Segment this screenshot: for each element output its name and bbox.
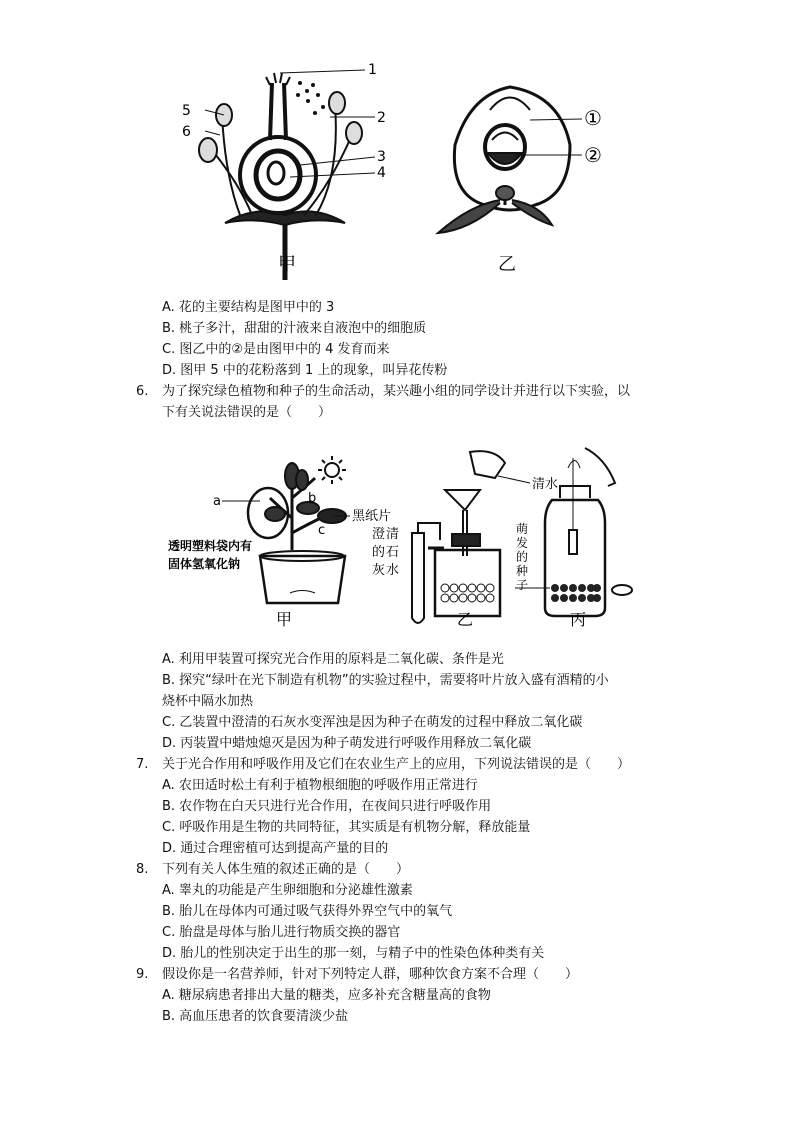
- q6-option-b-cont: 烧杯中隔水加热: [162, 694, 254, 709]
- q8-number: 8.: [136, 862, 149, 877]
- fig2-limewater-5: 灰: [372, 563, 386, 578]
- q9-number: 9.: [136, 967, 149, 982]
- q9-option-a: A. 糖尿病患者排出大量的糖类，应多补充含糖量高的食物: [162, 988, 491, 1003]
- q6-stem-line2: 下有关说法错误的是（ ）: [162, 405, 332, 420]
- q8-stem: 下列有关人体生殖的叙述正确的是（ ）: [162, 862, 410, 877]
- fig2-seeds-2: 发: [516, 536, 529, 550]
- fig1-label-1: 1: [368, 62, 377, 78]
- q6-option-c: C. 乙装置中澄清的石灰水变浑浊是因为种子在萌发的过程中释放二氧化碳: [162, 715, 583, 730]
- q5-option-b: B. 桃子多汁，甜甜的汁液来自液泡中的细胞质: [162, 321, 427, 336]
- fig2-seeds-4: 种: [516, 564, 529, 578]
- q7-option-c: C. 呼吸作用是生物的共同特征，其实质是有机物分解，释放能量: [162, 820, 531, 835]
- fig2-label-a: a: [213, 494, 221, 509]
- q5-option-d: D. 图甲 5 中的花粉落到 1 上的现象，叫异花传粉: [162, 363, 448, 378]
- fig2-seeds-5: 子: [516, 578, 529, 592]
- q8-option-b: B. 胎儿在母体内可通过吸气获得外界空气中的氧气: [162, 904, 453, 919]
- fig2-limewater-2: 清: [386, 527, 400, 542]
- q6-stem-line1: 为了探究绿色植物和种子的生命活动，某兴趣小组的同学设计并进行以下实验，以: [162, 384, 631, 399]
- fig1-label-6: 6: [182, 124, 191, 140]
- flower-and-fruit-figure: [170, 55, 640, 285]
- q8-option-c: C. 胎盘是母体与胎儿进行物质交换的器官: [162, 925, 401, 940]
- fig2-limewater-4: 石: [386, 545, 400, 560]
- q7-stem: 关于光合作用和呼吸作用及它们在农业生产上的应用，下列说法错误的是（ ）: [162, 757, 631, 772]
- q6-option-d: D. 丙装置中蜡烛熄灭是因为种子萌发进行呼吸作用释放二氧化碳: [162, 736, 532, 751]
- q6-option-b: B. 探究“绿叶在光下制造有机物”的实验过程中，需要将叶片放入盛有酒精的小: [162, 673, 609, 688]
- fig1-label-5: 5: [182, 103, 191, 119]
- q5-option-c: C. 图乙中的②是由图甲中的 4 发育而来: [162, 342, 390, 357]
- fig2-water: 清水: [532, 477, 559, 492]
- fig2-seeds-3: 的: [516, 550, 529, 564]
- fig2-limewater-6: 水: [386, 563, 400, 578]
- fig1-circ-1: ①: [584, 106, 602, 130]
- fig2-limewater-3: 的: [372, 545, 386, 560]
- q7-number: 7.: [136, 757, 149, 772]
- fig1-label-3: 3: [377, 149, 386, 165]
- experiment-figure: [160, 438, 635, 633]
- fig2-caption-bing: 丙: [570, 610, 587, 629]
- fig2-bag-line1: 透明塑料袋内有: [168, 539, 253, 553]
- q6-number: 6.: [136, 384, 149, 399]
- fig1-circ-2: ②: [584, 143, 602, 167]
- fig2-label-c: c: [318, 523, 326, 538]
- fig2-caption-yi: 乙: [457, 610, 474, 629]
- fig1-label-4: 4: [377, 165, 386, 181]
- fig1-caption-right: 乙: [498, 254, 516, 275]
- fig2-label-b: b: [308, 491, 317, 506]
- q8-option-a: A. 睾丸的功能是产生卵细胞和分泌雄性激素: [162, 883, 413, 898]
- q5-option-a: A. 花的主要结构是图甲中的 3: [162, 300, 335, 315]
- q9-stem: 假设你是一名营养师，针对下列特定人群，哪种饮食方案不合理（ ）: [162, 967, 579, 982]
- q7-option-b: B. 农作物在白天只进行光合作用，在夜间只进行呼吸作用: [162, 799, 492, 814]
- fig2-limewater-1: 澄: [372, 527, 386, 542]
- fig1-caption-left: 甲: [278, 254, 296, 275]
- fig2-seeds-1: 萌: [516, 522, 529, 536]
- fig2-caption-jia: 甲: [276, 610, 293, 629]
- fig2-bag-line2: 固体氢氧化钠: [168, 557, 241, 571]
- q7-option-a: A. 农田适时松土有利于植物根细胞的呼吸作用正常进行: [162, 778, 478, 793]
- q8-option-d: D. 胎儿的性别决定于出生的那一刻，与精子中的性染色体种类有关: [162, 946, 545, 961]
- q9-option-b: B. 高血压患者的饮食要清淡少盐: [162, 1009, 349, 1024]
- q6-option-a: A. 利用甲装置可探究光合作用的原料是二氧化碳、条件是光: [162, 652, 504, 667]
- fig2-black-paper: 黑纸片: [352, 509, 392, 524]
- q7-option-d: D. 通过合理密植可达到提高产量的目的: [162, 841, 389, 856]
- fig1-label-2: 2: [377, 110, 386, 126]
